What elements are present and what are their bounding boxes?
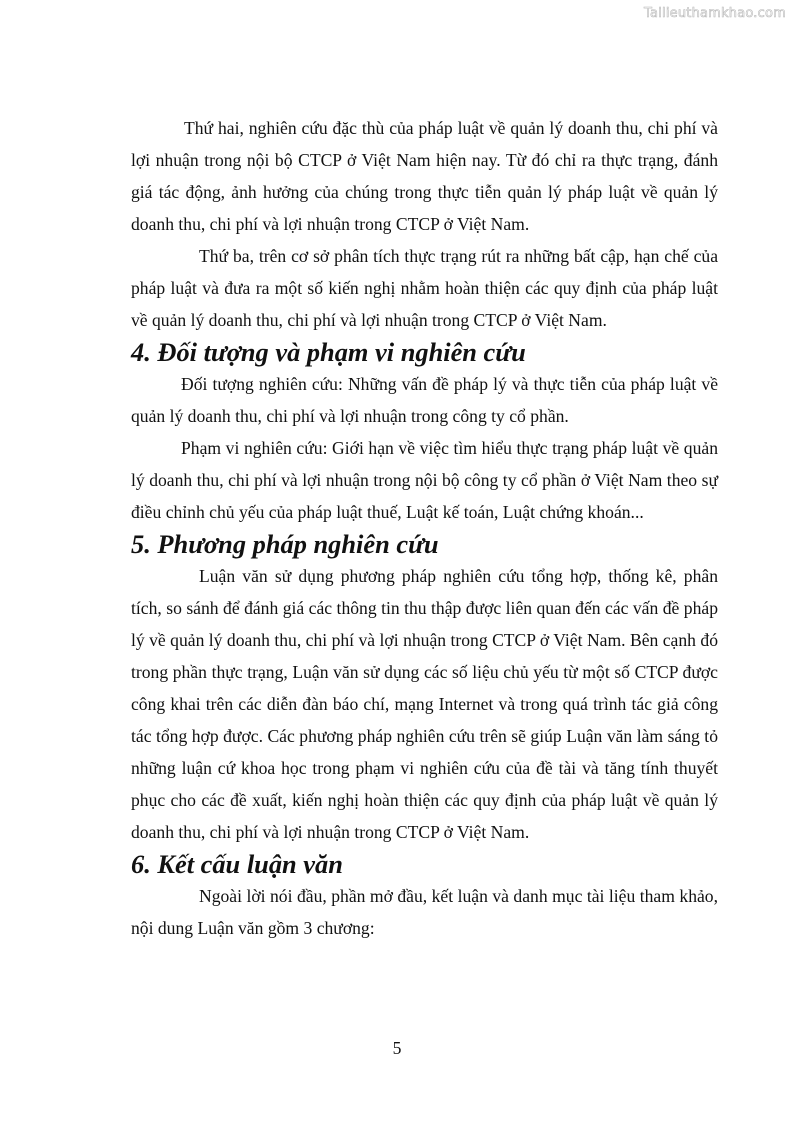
paragraph-thu-hai: Thứ hai, nghiên cứu đặc thù của pháp luật về quản lý doanh thu, chi phí và lợi nhuận trong nội bộ CTCP ở Việt Nam hiện nay. Từ đó chỉ ra thực trạng, đánh giá tác động, ảnh hưởng của chúng trong thực tiễn quản lý pháp luật về quản lý doanh thu, chi phí và lợi nhuận trong CTCP ở Việt Nam. [131, 118, 718, 234]
paragraph-phuong-phap: Luận văn sử dụng phương pháp nghiên cứu tổng hợp, thống kê, phân tích, so sánh để đánh giá các thông tin thu thập được liên quan đến các vấn đề pháp lý về quản lý doanh thu, chi phí và lợi nhuận trong CTCP ở Việt Nam. Bên cạnh đó trong phần thực trạng, Luận văn sử dụng các số liệu chủ yếu từ một số CTCP được công khai trên các diễn đàn báo chí, mạng Internet và trong quá trình tác giả công tác tổng hợp được. Các phương pháp nghiên cứu trên sẽ giúp Luận văn làm sáng tỏ những luận cứ khoa học trong phạm vi nghiên cứu của đề tài và tăng tính thuyết phục cho các đề xuất, kiến nghị hoàn thiện các quy định của pháp luật về quản lý doanh thu, chi phí và lợi nhuận trong CTCP ở Việt Nam. [131, 566, 718, 842]
watermark: Tailieuthamkhao.com [644, 6, 786, 21]
paragraph-doi-tuong: Đối tượng nghiên cứu: Những vấn đề pháp lý và thực tiễn của pháp luật về quản lý doanh thu, chi phí và lợi nhuận trong công ty cổ phần. [131, 374, 718, 426]
paragraph-thu-ba: Thứ ba, trên cơ sở phân tích thực trạng rút ra những bất cập, hạn chế của pháp luật và đưa ra một số kiến nghị nhằm hoàn thiện các quy định của pháp luật về quản lý doanh thu, chi phí và lợi nhuận trong CTCP ở Việt Nam. [131, 246, 718, 330]
paragraph-pham-vi: Phạm vi nghiên cứu: Giới hạn về việc tìm hiểu thực trạng pháp luật về quản lý doanh thu, chi phí và lợi nhuận trong nội bộ công ty cổ phần ở Việt Nam theo sự điều chỉnh chủ yếu của pháp luật thuế, Luật kế toán, Luật chứng khoán... [131, 438, 718, 522]
section-heading-5: 5. Phương pháp nghiên cứu [131, 529, 439, 559]
document-body [131, 112, 718, 944]
section-heading-4: 4. Đối tượng và phạm vi nghiên cứu [131, 337, 526, 367]
page-number: 5 [392, 1038, 402, 1058]
section-heading-6: 6. Kết cấu luận văn [131, 849, 343, 879]
paragraph-ket-cau: Ngoài lời nói đầu, phần mở đầu, kết luận và danh mục tài liệu tham khảo, nội dung Luận văn gồm 3 chương: [131, 886, 718, 938]
